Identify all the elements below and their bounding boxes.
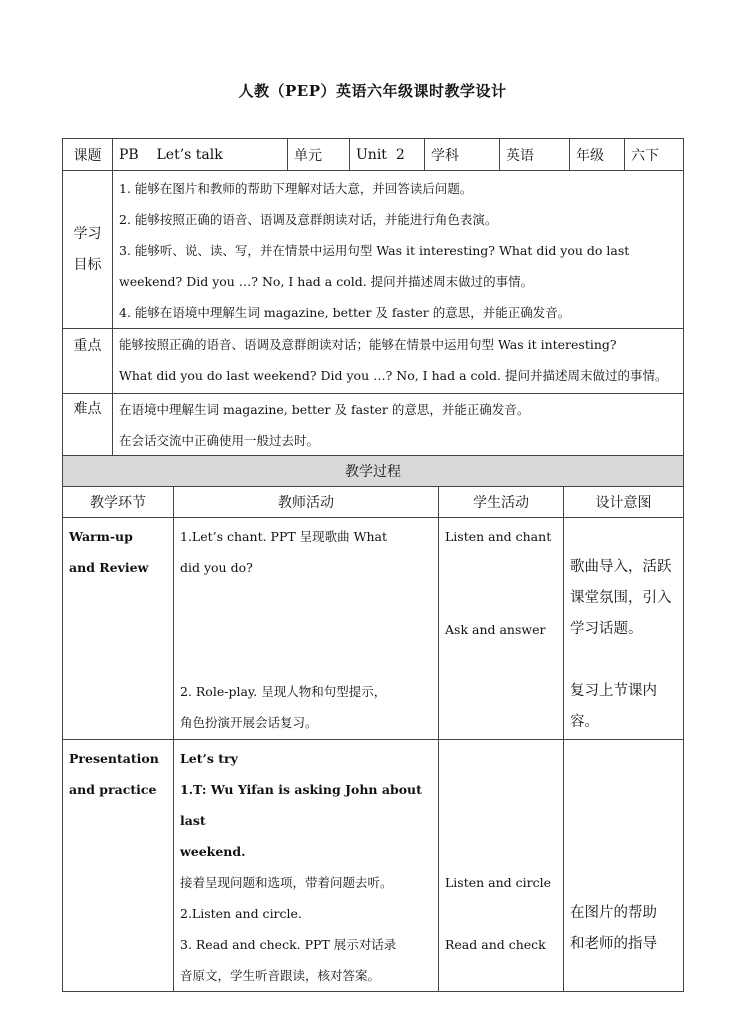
danyuan-label: 单元 [288,139,350,171]
design-intent-cell: 在图片的帮助 和老师的指导 [564,740,684,992]
keti-label: 课题 [63,139,113,171]
column-header: 学生活动 [439,487,564,518]
nianji-value: 六下 [625,139,684,171]
difficulty-line: 在语境中理解生词 magazine, better 及 faster 的意思，并能正确发音。 [119,402,530,417]
teaching-process-table [62,455,684,992]
table-row [63,740,684,992]
difficulties-label: 难点 [63,394,113,457]
student-activity-cell: Listen and chant Ask and answer [439,518,564,740]
teacher-activity-cell: 1.Let’s chant. PPT 呈现歌曲 What did you do? 2. Role-play. 呈现人物和句型提示， 角色扮演开展会话复习。 [174,518,439,740]
key-point-line: 能够按照正确的语音、语调及意群朗读对话；能够在情景中运用句型 Was it interesting? [119,337,617,352]
table-row [63,518,684,740]
objectives-label: 学习目标 [63,171,113,329]
student-activity-cell: Listen and circle Read and check [439,740,564,992]
objective-line: 4. 能够在语境中理解生词 magazine, better 及 faster 的意思，并能正确发音。 [119,305,571,320]
xueke-value: 英语 [500,139,570,171]
column-header: 教师活动 [174,487,439,518]
danyuan-value: Unit 2 [350,139,425,171]
column-header: 设计意图 [564,487,684,518]
stage-cell: Warm-up and Review [63,518,174,740]
design-intent-cell: 歌曲导入，活跃 课堂氛围，引入 学习话题。 复习上节课内 容。 [564,518,684,740]
process-header: 教学过程 [63,456,684,487]
objective-line: 1. 能够在图片和教师的帮助下理解对话大意，并回答读后问题。 [119,181,473,196]
xueke-label: 学科 [425,139,500,171]
keti-value: PB Let’s talk [113,139,288,171]
objective-line: weekend? Did you …? No, I had a cold. 提问并描述周末做过的事情。 [119,274,534,289]
course-info-table [62,138,684,457]
key-points-label: 重点 [63,329,113,394]
objective-line: 3. 能够听、说、读、写，并在情景中运用句型 Was it interesting? What did you do last [119,243,630,258]
stage-cell: Presentation and practice [63,740,174,992]
key-point-line: What did you do last weekend? Did you …? No, I had a cold. 提问并描述周末做过的事情。 [119,368,668,383]
nianji-label: 年级 [570,139,625,171]
teacher-activity-cell: Let’s try 1.T: Wu Yifan is asking John about last weekend. 接着呈现问题和选项，带着问题去听。 2.Listen and circle. 3. Read and check. PPT 展示对话录 音原文，学生听音跟读，核对答案。 [174,740,439,992]
column-header: 教学环节 [63,487,174,518]
page-title: 人教（PEP）英语六年级课时教学设计 [238,82,507,100]
objective-line: 2. 能够按照正确的语音、语调及意群朗读对话，并能进行角色表演。 [119,212,498,227]
difficulty-line: 在会话交流中正确使用一般过去时。 [119,433,320,448]
